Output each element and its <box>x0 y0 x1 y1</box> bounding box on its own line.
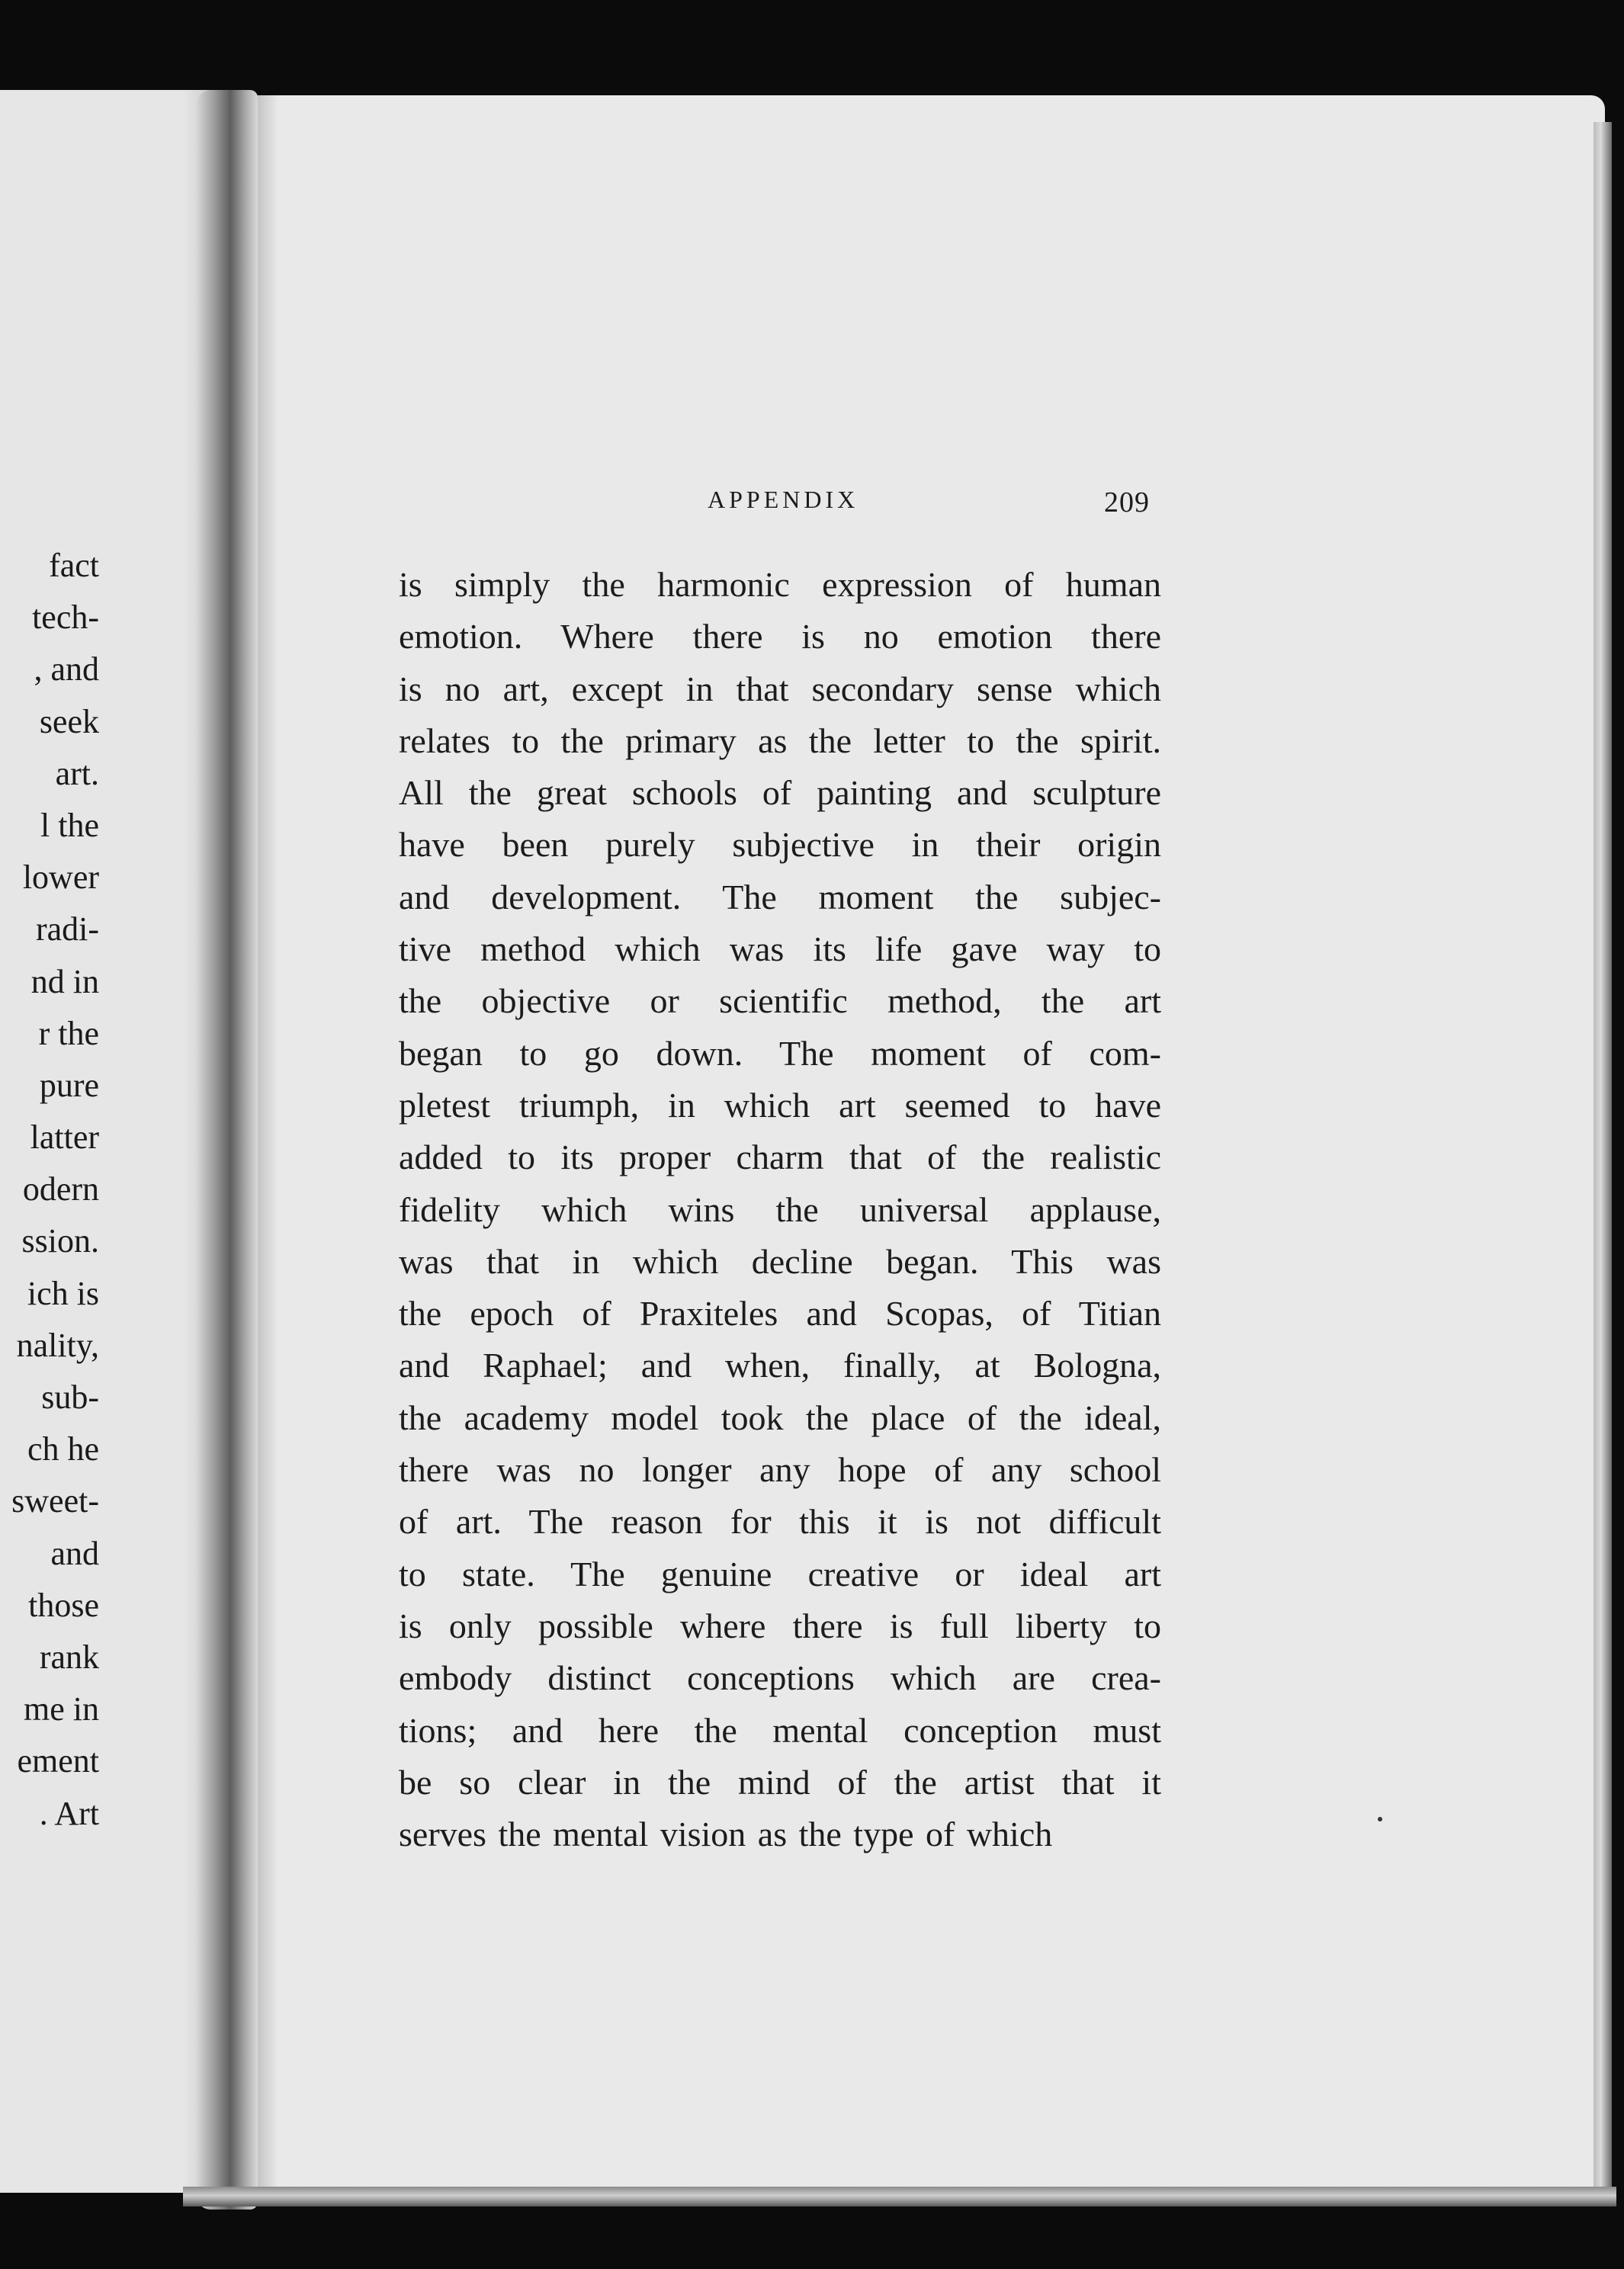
text-line: and Raphael; and when, finally, at Bologna, <box>399 1346 1161 1385</box>
text-line: embody distinct conceptions which are crea- <box>399 1658 1161 1698</box>
text-line: there was no longer any hope of any school <box>399 1450 1161 1490</box>
text-line: the epoch of Praxiteles and Scopas, of Titian <box>399 1294 1161 1333</box>
left-line: nality, <box>16 1326 99 1364</box>
text-line: and development. The moment the subjec- <box>399 877 1161 916</box>
left-line: rank <box>39 1638 99 1676</box>
left-line: art. <box>55 754 99 792</box>
text-line: be so clear in the mind of the artist that it <box>399 1762 1161 1802</box>
text-line: was that in which decline began. This was <box>399 1241 1161 1281</box>
left-line: nd in <box>30 962 99 1000</box>
page-number: 209 <box>1104 486 1150 518</box>
text-line: is only possible where there is full liberty to <box>399 1606 1161 1645</box>
left-page <box>0 90 229 2193</box>
left-line: fact <box>49 547 99 584</box>
left-line: odern <box>22 1170 99 1208</box>
left-line: lower <box>22 858 99 897</box>
right-page <box>233 95 1605 2192</box>
left-line: r the <box>38 1014 99 1052</box>
left-line: radi- <box>35 910 99 948</box>
left-line: l the <box>40 806 99 844</box>
left-line: pure <box>39 1066 99 1104</box>
text-line: tive method which was its life gave way to <box>399 929 1161 969</box>
text-line: have been purely subjective in their origin <box>399 825 1161 865</box>
page-bottom-edge <box>183 2187 1616 2206</box>
text-line: the academy model took the place of the ideal, <box>399 1398 1161 1437</box>
left-line: ch he <box>27 1430 99 1468</box>
text-line: began to go down. The moment of com- <box>399 1033 1161 1073</box>
left-line: . Art <box>39 1794 99 1832</box>
left-line: ich is <box>27 1274 99 1312</box>
left-line: , and <box>34 650 99 688</box>
left-line: those <box>28 1586 99 1624</box>
left-line: and <box>50 1534 99 1572</box>
text-line: All the great schools of painting and sculpture <box>399 773 1161 813</box>
text-line: relates to the primary as the letter to the spirit. <box>399 720 1161 760</box>
text-line: pletest triumph, in which art seemed to have <box>399 1085 1161 1125</box>
left-line: ssion. <box>21 1222 99 1260</box>
book-spine <box>197 90 258 2210</box>
left-line: me in <box>24 1690 99 1728</box>
left-line: seek <box>39 702 99 740</box>
text-line: is simply the harmonic expression of human <box>399 565 1161 604</box>
left-line: ement <box>17 1742 99 1780</box>
running-head: APPENDIX <box>708 486 859 513</box>
text-line: the objective or scientific method, the art <box>399 981 1161 1021</box>
left-line: tech- <box>32 599 99 637</box>
left-page-text <box>11 540 99 1840</box>
text-line: emotion. Where there is no emotion there <box>399 617 1161 656</box>
text-line: to state. The genuine creative or ideal art <box>399 1554 1161 1593</box>
body-text <box>399 559 1161 1860</box>
text-line: fidelity which wins the universal applause, <box>399 1189 1161 1229</box>
left-line: sub- <box>41 1378 99 1416</box>
left-line: sweet- <box>11 1482 99 1520</box>
text-line: tions; and here the mental conception must <box>399 1710 1161 1750</box>
text-line: added to its proper charm that of the realistic <box>399 1138 1161 1177</box>
text-line: serves the mental vision as the type of which <box>399 1815 1053 1854</box>
text-line: is no art, except in that secondary sense which <box>399 669 1161 708</box>
dust-speck <box>1378 1817 1382 1821</box>
text-line: of art. The reason for this it is not difficult <box>399 1502 1161 1542</box>
left-line: latter <box>30 1118 99 1157</box>
page-fore-edge <box>1594 122 1612 2196</box>
